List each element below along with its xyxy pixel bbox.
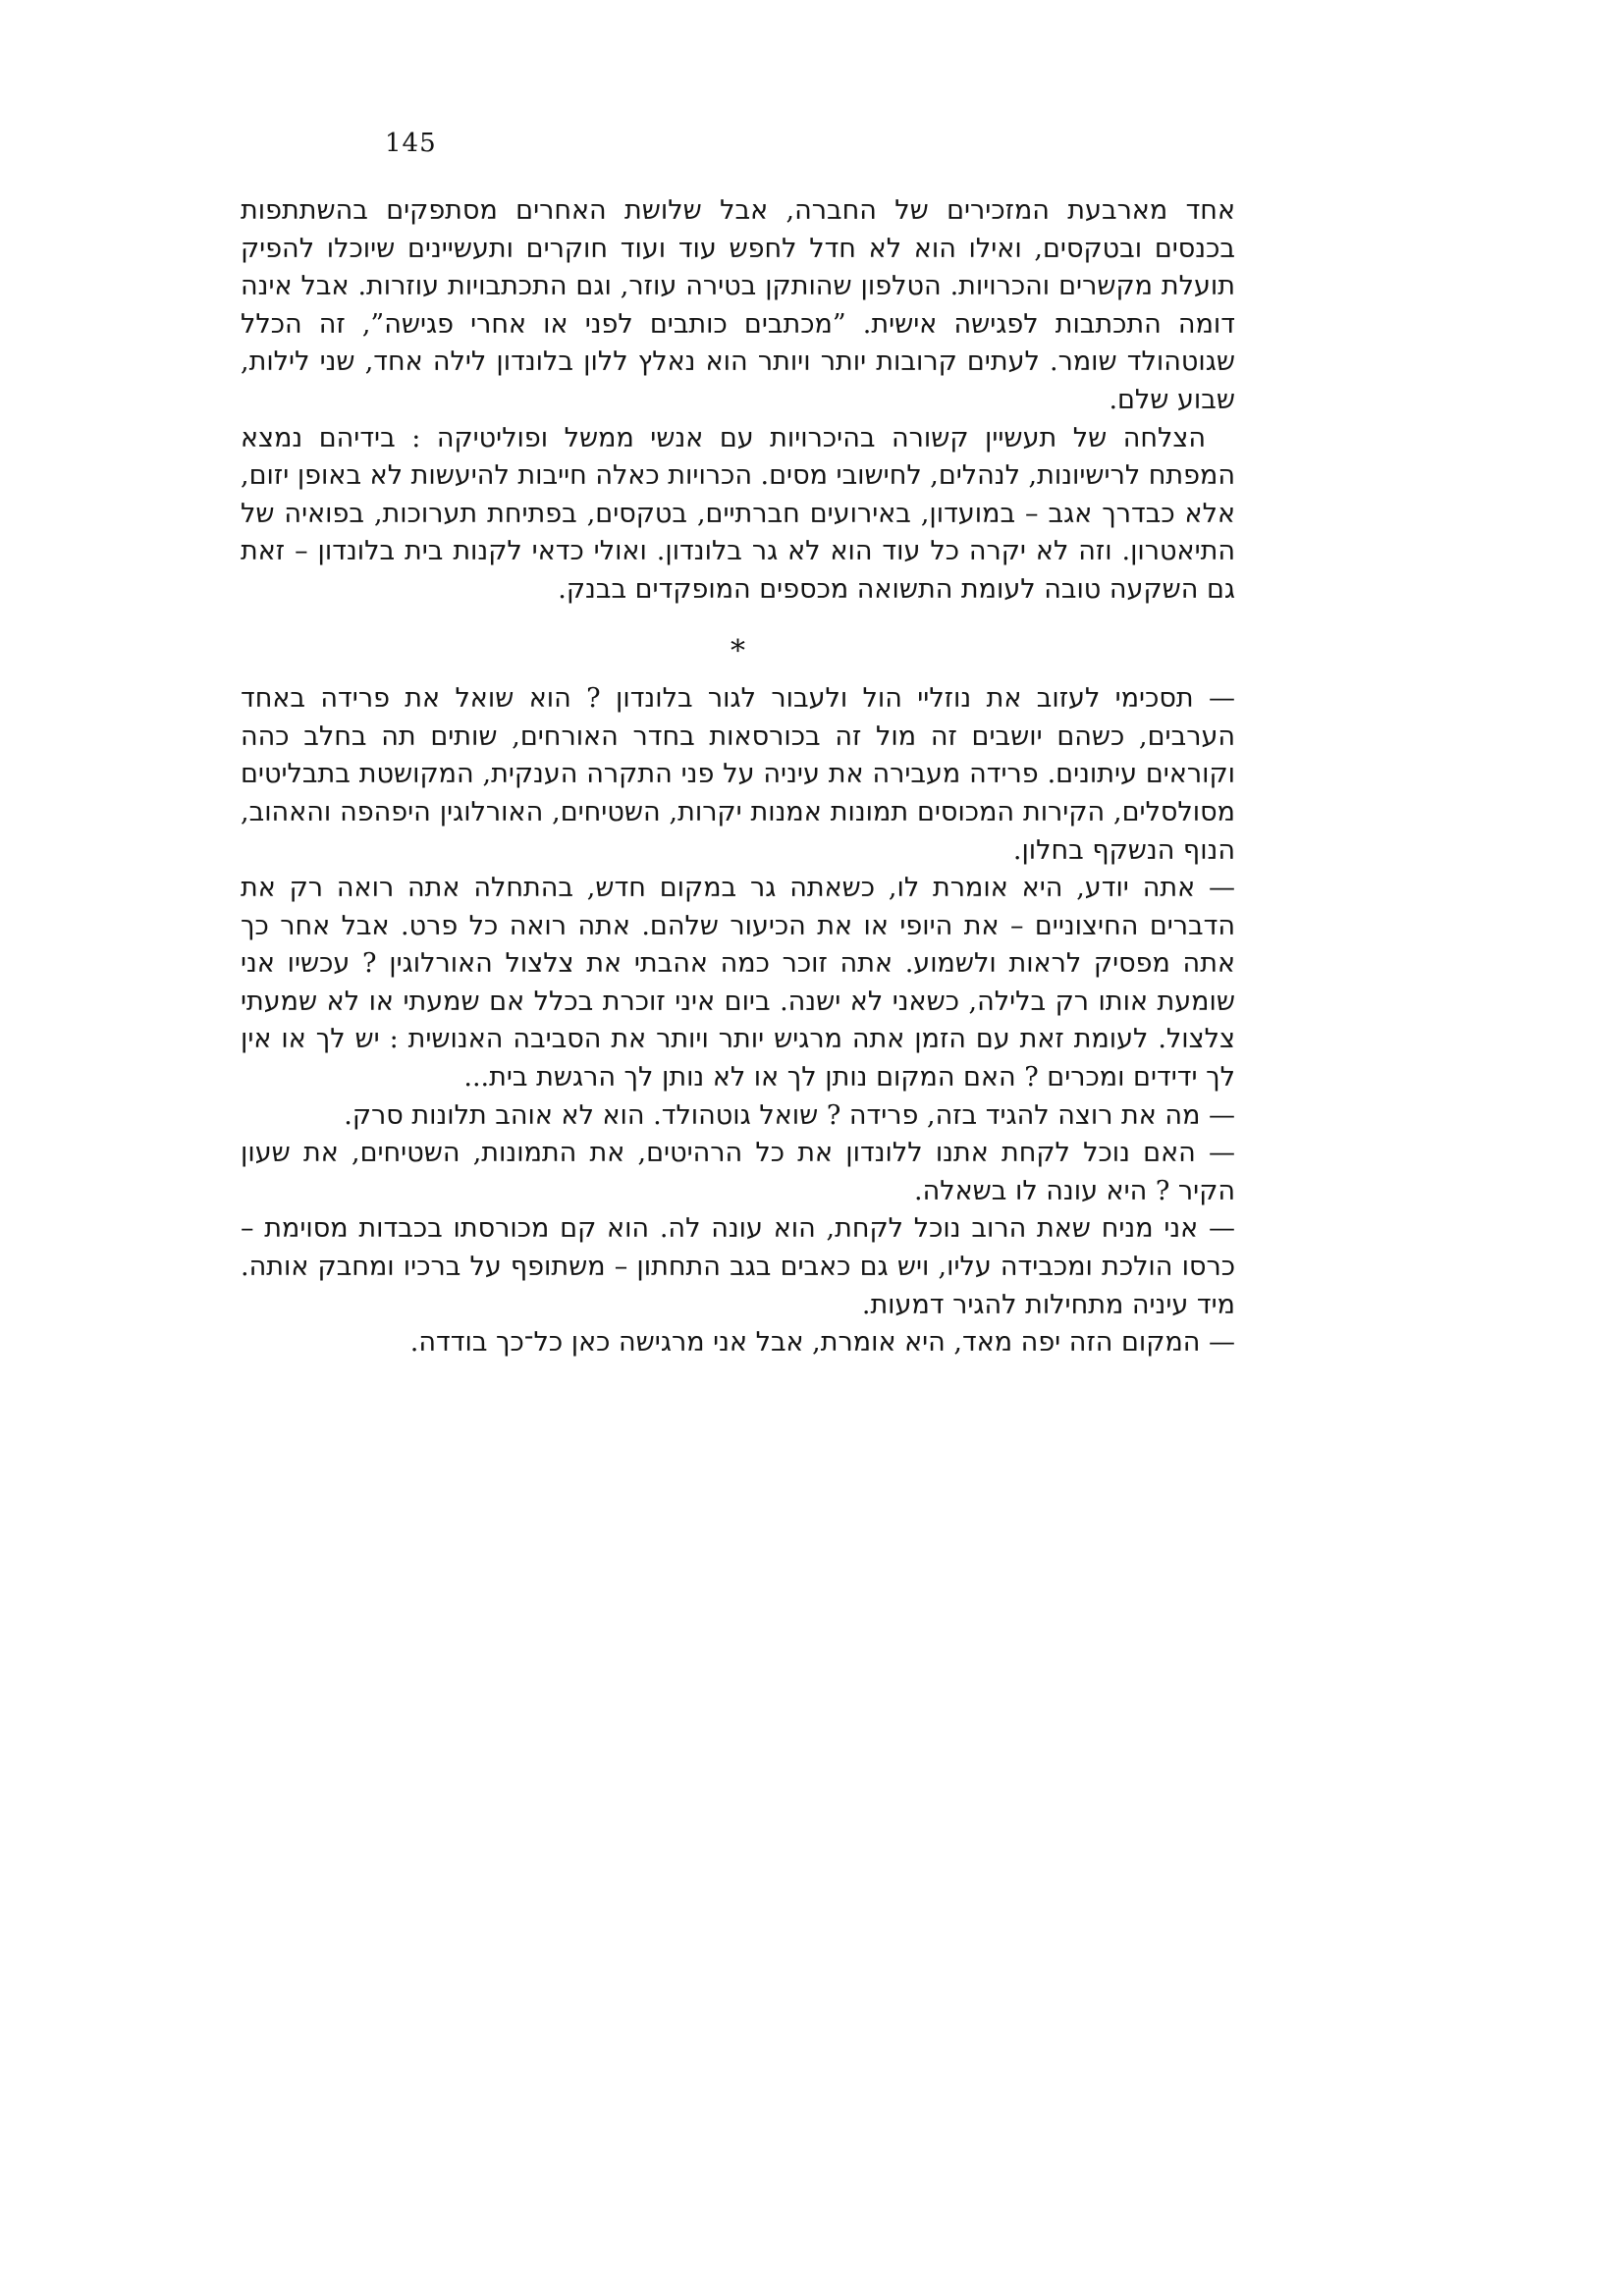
dialogue-paragraph-4: — האם נוכל לקחת אתנו ללונדון את כל הרהיטים, את התמונות, השטיחים, את שעון הקיר ? היא עונה לו בשאלה. — [241, 1138, 1235, 1206]
page-number: 145 — [385, 129, 437, 158]
text-block — [241, 192, 1235, 1362]
dialogue-paragraph-3: — מה את רוצה להגיד בזה, פרידה ? שואל גוטהולד. הוא לא אוהב תלונות סרק. — [344, 1099, 1235, 1131]
dialogue-paragraph-2: — אתה יודע, היא אומרת לו, כשאתה גר במקום חדש, בהתחלה אתה רואה רק את הדברים החיצוניים – את היופי או את הכיעור שלהם. אתה רואה כל פרט. אבל אחר כך אתה מפסיק לראות ולשמוע. אתה זוכר כמה אהבתי את צלצול האורלוגין ? עכשיו אני שומעת אותו רק בלילה, כשאני לא ישנה. ביום איני זוכרת בכלל אם שמעתי או לא שמעתי צלצול. לעומת זאת עם הזמן אתה מרגיש יותר ויותר את הסביבה האנושית : יש לך או אין לך ידידים ומכרים ? האם המקום נותן לך או לא נותן לך הרגשת בית... — [241, 873, 1235, 1094]
dialogue-paragraph-6: — המקום הזה יפה מאד, היא אומרת, אבל אני מרגישה כאן כל־כך בודדה. — [409, 1327, 1235, 1359]
paragraph-2: הצלחה של תעשיין קשורה בהיכרויות עם אנשי ממשל ופוליטיקה : בידיהם נמצא המפתח לרישיונות, לנהלים, לחישובי מסים. הכרויות כאלה חייבות להיעשות לא באופן יזום, אלא כבדרך אגב – במועדון, באירועים חברתיים, בטקסים, בפתיחת תערוכות, בפואיה של התיאטרון. וזה לא יקרה כל עוד הוא לא גר בלונדון. ואולי כדאי לקנות בית בלונדון – זאת גם השקעה טובה לעומת התשואה מכספים המופקדים בבנק. — [241, 422, 1235, 605]
dialogue-paragraph-5: — אני מניח שאת הרוב נוכל לקחת, הוא עונה לה. הוא קם מכורסתו בכבדות מסוימת – כרסו הולכת ומכבידה עליו, ויש גם כאבים בגב התחתון – משתופף על ברכיו ומחבק אותה. מיד עיניה מתחילות להגיר דמעות. — [241, 1213, 1235, 1320]
section-separator-asterisk: * — [731, 633, 745, 668]
dialogue-paragraph-1: — תסכימי לעזוב את נוזליי הול ולעבור לגור בלונדון ? הוא שואל את פרידה באחד הערבים, כשהם יושבים זה מול זה בכורסאות בחדר האורחים, שותים תה בחלב כהה וקוראים עיתונים. פרידה מעבירה את עיניה על פני התקרה הענקית, המקושטת בתבליטים מסולסלים, הקירות המכוסים תמונות אמנות יקרות, השטיחים, האורלוגין היפהפה והאהוב, הנוף הנשקף בחלון. — [241, 683, 1235, 866]
paragraph-1: אחד מארבעת המזכירים של החברה, אבל שלושת האחרים מסתפקים בהשתתפות בכנסים ובטקסים, ואילו הוא לא חדל לחפש עוד ועוד חוקרים ותעשיינים שיוכלו להפיק תועלת מקשרים והכרויות. הטלפון שהותקן בטירה עוזר, וגם התכתבויות עוזרות. אבל אינה דומה התכתבות לפגישה אישית. ”מכתבים כותבים לפני או אחרי פגישה”, זה הכלל שגוטהולד שומר. לעתים קרובות יותר ויותר הוא נאלץ ללון בלונדון לילה אחד, שני לילות, שבוע שלם. — [241, 195, 1235, 415]
